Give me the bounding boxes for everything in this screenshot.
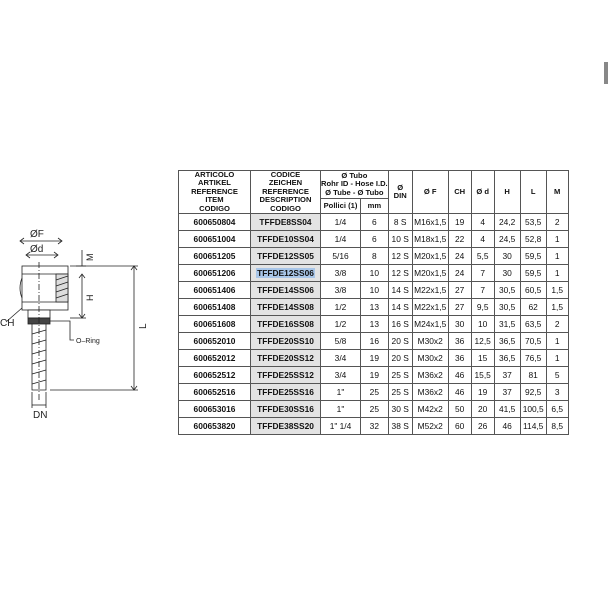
cell-mm: 10 xyxy=(360,282,388,299)
cell-m: 1,5 xyxy=(546,299,568,316)
cell-ch: 46 xyxy=(448,367,471,384)
cell-code xyxy=(251,265,321,282)
cell-din: 25 S xyxy=(388,384,412,401)
cell-inch: 1/4 xyxy=(321,214,361,231)
cell-code: TFFDE30SS16 xyxy=(251,401,321,418)
cell-mm: 13 xyxy=(360,299,388,316)
cell-code: TFFDE10SS04 xyxy=(251,231,321,248)
cell-ch: 30 xyxy=(448,316,471,333)
cell-l: 76,5 xyxy=(520,350,546,367)
cell-f: M22x1,5 xyxy=(412,299,448,316)
cell-h: 46 xyxy=(494,418,520,435)
cell-f: M24x1,5 xyxy=(412,316,448,333)
table-row xyxy=(179,231,569,248)
cell-d: 7 xyxy=(471,265,494,282)
cell-article: 600652012 xyxy=(179,350,251,367)
cell-inch: 1/2 xyxy=(321,299,361,316)
page-edge-mark xyxy=(604,62,608,84)
cell-d: 15 xyxy=(471,350,494,367)
cell-din: 38 S xyxy=(388,418,412,435)
cell-article: 600653016 xyxy=(179,401,251,418)
header-din-label: DIN xyxy=(393,191,407,201)
cell-mm: 32 xyxy=(360,418,388,435)
cell-code: TFFDE38SS20 xyxy=(251,418,321,435)
cell-inch: 1" 1/4 xyxy=(321,418,361,435)
cell-h: 24,2 xyxy=(494,214,520,231)
cell-h: 30 xyxy=(494,265,520,282)
cell-l: 92,5 xyxy=(520,384,546,401)
cell-code: TFFDE14SS08 xyxy=(251,299,321,316)
cell-inch: 5/16 xyxy=(321,248,361,265)
cell-f: M42x2 xyxy=(412,401,448,418)
cell-m: 6,5 xyxy=(546,401,568,418)
cell-d: 9,5 xyxy=(471,299,494,316)
cell-ch: 19 xyxy=(448,214,471,231)
label-m: M xyxy=(85,253,95,261)
cell-code: TFFDE14SS06 xyxy=(251,282,321,299)
cell-d: 4 xyxy=(471,231,494,248)
header-f: Ø F xyxy=(412,171,448,214)
cell-article: 600652010 xyxy=(179,333,251,350)
cell-h: 31,5 xyxy=(494,316,520,333)
selected-code-highlight: TFFDE12SS06 xyxy=(257,267,314,278)
cell-h: 37 xyxy=(494,384,520,401)
cell-l: 81 xyxy=(520,367,546,384)
cell-code: TFFDE16SS08 xyxy=(251,316,321,333)
cell-article: 600651406 xyxy=(179,282,251,299)
cell-f: M16x1,5 xyxy=(412,214,448,231)
cell-d: 15,5 xyxy=(471,367,494,384)
cell-mm: 19 xyxy=(360,367,388,384)
table-row xyxy=(179,384,569,401)
cell-f: M22x1,5 xyxy=(412,282,448,299)
cell-d: 19 xyxy=(471,384,494,401)
header-h: H xyxy=(494,171,520,214)
cell-din: 14 S xyxy=(388,282,412,299)
label-h: H xyxy=(85,294,95,301)
cell-m: 5 xyxy=(546,367,568,384)
header-m: M xyxy=(546,171,568,214)
header-ch: CH xyxy=(448,171,471,214)
label-f: ØF xyxy=(30,229,44,240)
cell-h: 30 xyxy=(494,248,520,265)
header-article-en: ITEM xyxy=(205,195,224,205)
cell-h: 30,5 xyxy=(494,282,520,299)
cell-inch: 3/8 xyxy=(321,282,361,299)
table-row xyxy=(179,265,569,282)
cell-din: 25 S xyxy=(388,367,412,384)
cell-din: 12 S xyxy=(388,248,412,265)
cell-h: 30,5 xyxy=(494,299,520,316)
cell-din: 20 S xyxy=(388,333,412,350)
cell-mm: 25 xyxy=(360,384,388,401)
cell-din: 16 S xyxy=(388,316,412,333)
fitting-technical-drawing xyxy=(0,222,180,422)
label-d: Ød xyxy=(30,244,44,255)
cell-inch: 1" xyxy=(321,384,361,401)
cell-l: 114,5 xyxy=(520,418,546,435)
header-code-it: CODICE xyxy=(270,170,301,179)
cell-m: 1,5 xyxy=(546,282,568,299)
cell-mm: 13 xyxy=(360,316,388,333)
cell-code: TFFDE20SS10 xyxy=(251,333,321,350)
header-din-symbol: Ø xyxy=(397,182,404,192)
header-article-fr: REFERENCE xyxy=(191,186,238,196)
table-row xyxy=(179,282,569,299)
label-ch: CH xyxy=(0,318,15,329)
cell-ch: 24 xyxy=(448,265,471,282)
cell-m: 1 xyxy=(546,248,568,265)
cell-article: 600651205 xyxy=(179,248,251,265)
table-row xyxy=(179,316,569,333)
cell-m: 1 xyxy=(546,231,568,248)
header-article-it: ARTICOLO xyxy=(194,170,235,179)
cell-m: 3 xyxy=(546,384,568,401)
cell-d: 20 xyxy=(471,401,494,418)
cell-m: 1 xyxy=(546,333,568,350)
cell-article: 600650804 xyxy=(179,214,251,231)
cell-ch: 24 xyxy=(448,248,471,265)
cell-f: M30x2 xyxy=(412,333,448,350)
cell-mm: 6 xyxy=(360,214,388,231)
cell-article: 600652516 xyxy=(179,384,251,401)
cell-mm: 8 xyxy=(360,248,388,265)
cell-ch: 27 xyxy=(448,282,471,299)
cell-h: 36,5 xyxy=(494,333,520,350)
cell-din: 8 S xyxy=(388,214,412,231)
cell-l: 52,8 xyxy=(520,231,546,248)
cell-h: 37 xyxy=(494,367,520,384)
cell-f: M52x2 xyxy=(412,418,448,435)
cell-l: 62 xyxy=(520,299,546,316)
cell-l: 100,5 xyxy=(520,401,546,418)
label-l: L xyxy=(138,323,149,329)
cell-din: 14 S xyxy=(388,299,412,316)
cell-inch: 1" xyxy=(321,401,361,418)
table-row xyxy=(179,333,569,350)
cell-code: TFFDE20SS12 xyxy=(251,350,321,367)
label-oring: O–Ring xyxy=(76,338,100,345)
cell-mm: 16 xyxy=(360,333,388,350)
cell-mm: 6 xyxy=(360,231,388,248)
cell-din: 12 S xyxy=(388,265,412,282)
header-code xyxy=(251,171,321,214)
cell-l: 63,5 xyxy=(520,316,546,333)
cell-inch: 1/2 xyxy=(321,316,361,333)
cell-h: 36,5 xyxy=(494,350,520,367)
cell-ch: 27 xyxy=(448,299,471,316)
header-tube-fr-es: Ø Tube - Ø Tubo xyxy=(325,187,384,197)
cell-f: M20x1,5 xyxy=(412,265,448,282)
cell-ch: 22 xyxy=(448,231,471,248)
cell-din: 20 S xyxy=(388,350,412,367)
table-row xyxy=(179,401,569,418)
table-row xyxy=(179,350,569,367)
cell-h: 24,5 xyxy=(494,231,520,248)
cell-code: TFFDE25SS12 xyxy=(251,367,321,384)
cell-code: TFFDE12SS05 xyxy=(251,248,321,265)
table-body xyxy=(179,214,569,435)
cell-m: 1 xyxy=(546,350,568,367)
cell-mm: 10 xyxy=(360,265,388,282)
header-l: L xyxy=(520,171,546,214)
cell-article: 600652512 xyxy=(179,367,251,384)
label-dn: DN xyxy=(33,410,48,421)
cell-inch: 1/4 xyxy=(321,231,361,248)
cell-m: 2 xyxy=(546,214,568,231)
cell-ch: 46 xyxy=(448,384,471,401)
cell-article: 600651408 xyxy=(179,299,251,316)
cell-l: 53,5 xyxy=(520,214,546,231)
header-code-en: DESCRIPTION xyxy=(259,195,312,205)
table-row xyxy=(179,367,569,384)
cell-f: M18x1,5 xyxy=(412,231,448,248)
cell-d: 10 xyxy=(471,316,494,333)
cell-inch: 3/4 xyxy=(321,367,361,384)
cell-d: 7 xyxy=(471,282,494,299)
cell-mm: 25 xyxy=(360,401,388,418)
cell-f: M20x1,5 xyxy=(412,248,448,265)
cell-m: 8,5 xyxy=(546,418,568,435)
header-din xyxy=(388,171,412,214)
cell-ch: 36 xyxy=(448,333,471,350)
header-code-fr: REFERENCE xyxy=(262,186,309,196)
header-article-de: ARTIKEL xyxy=(198,178,231,188)
cell-inch: 3/8 xyxy=(321,265,361,282)
header-tube-it: Ø Tubo xyxy=(341,170,368,180)
cell-article: 600651206 xyxy=(179,265,251,282)
cell-f: M36x2 xyxy=(412,384,448,401)
table-header-row xyxy=(179,171,569,199)
header-d: Ø d xyxy=(471,171,494,214)
cell-d: 26 xyxy=(471,418,494,435)
header-code-de: ZEICHEN xyxy=(268,178,303,188)
cell-ch: 36 xyxy=(448,350,471,367)
cell-d: 12,5 xyxy=(471,333,494,350)
header-article xyxy=(179,171,251,214)
cell-article: 600651004 xyxy=(179,231,251,248)
cell-f: M36x2 xyxy=(412,367,448,384)
table-row xyxy=(179,214,569,231)
header-inch: Pollici (1) xyxy=(321,199,361,214)
cell-f: M30x2 xyxy=(412,350,448,367)
cell-inch: 3/4 xyxy=(321,350,361,367)
cell-code: TFFDE8SS04 xyxy=(251,214,321,231)
cell-m: 1 xyxy=(546,265,568,282)
table-row xyxy=(179,299,569,316)
header-mm: mm xyxy=(360,199,388,214)
header-tube-de-en: Rohr ID - Hose I.D. xyxy=(321,179,388,189)
cell-mm: 19 xyxy=(360,350,388,367)
header-tube xyxy=(321,171,389,199)
cell-ch: 60 xyxy=(448,418,471,435)
cell-code: TFFDE25SS16 xyxy=(251,384,321,401)
cell-l: 59,5 xyxy=(520,265,546,282)
cell-l: 60,5 xyxy=(520,282,546,299)
cell-din: 30 S xyxy=(388,401,412,418)
cell-ch: 50 xyxy=(448,401,471,418)
cell-d: 4 xyxy=(471,214,494,231)
cell-m: 2 xyxy=(546,316,568,333)
cell-l: 59,5 xyxy=(520,248,546,265)
table-row xyxy=(179,248,569,265)
cell-h: 41,5 xyxy=(494,401,520,418)
cell-inch: 5/8 xyxy=(321,333,361,350)
header-code-es: CODIGO xyxy=(270,203,301,213)
cell-d: 5,5 xyxy=(471,248,494,265)
cell-l: 70,5 xyxy=(520,333,546,350)
table-row xyxy=(179,418,569,435)
cell-din: 10 S xyxy=(388,231,412,248)
header-article-es: CODIGO xyxy=(199,203,230,213)
specification-table xyxy=(178,170,569,435)
cell-article: 600651608 xyxy=(179,316,251,333)
cell-article: 600653820 xyxy=(179,418,251,435)
